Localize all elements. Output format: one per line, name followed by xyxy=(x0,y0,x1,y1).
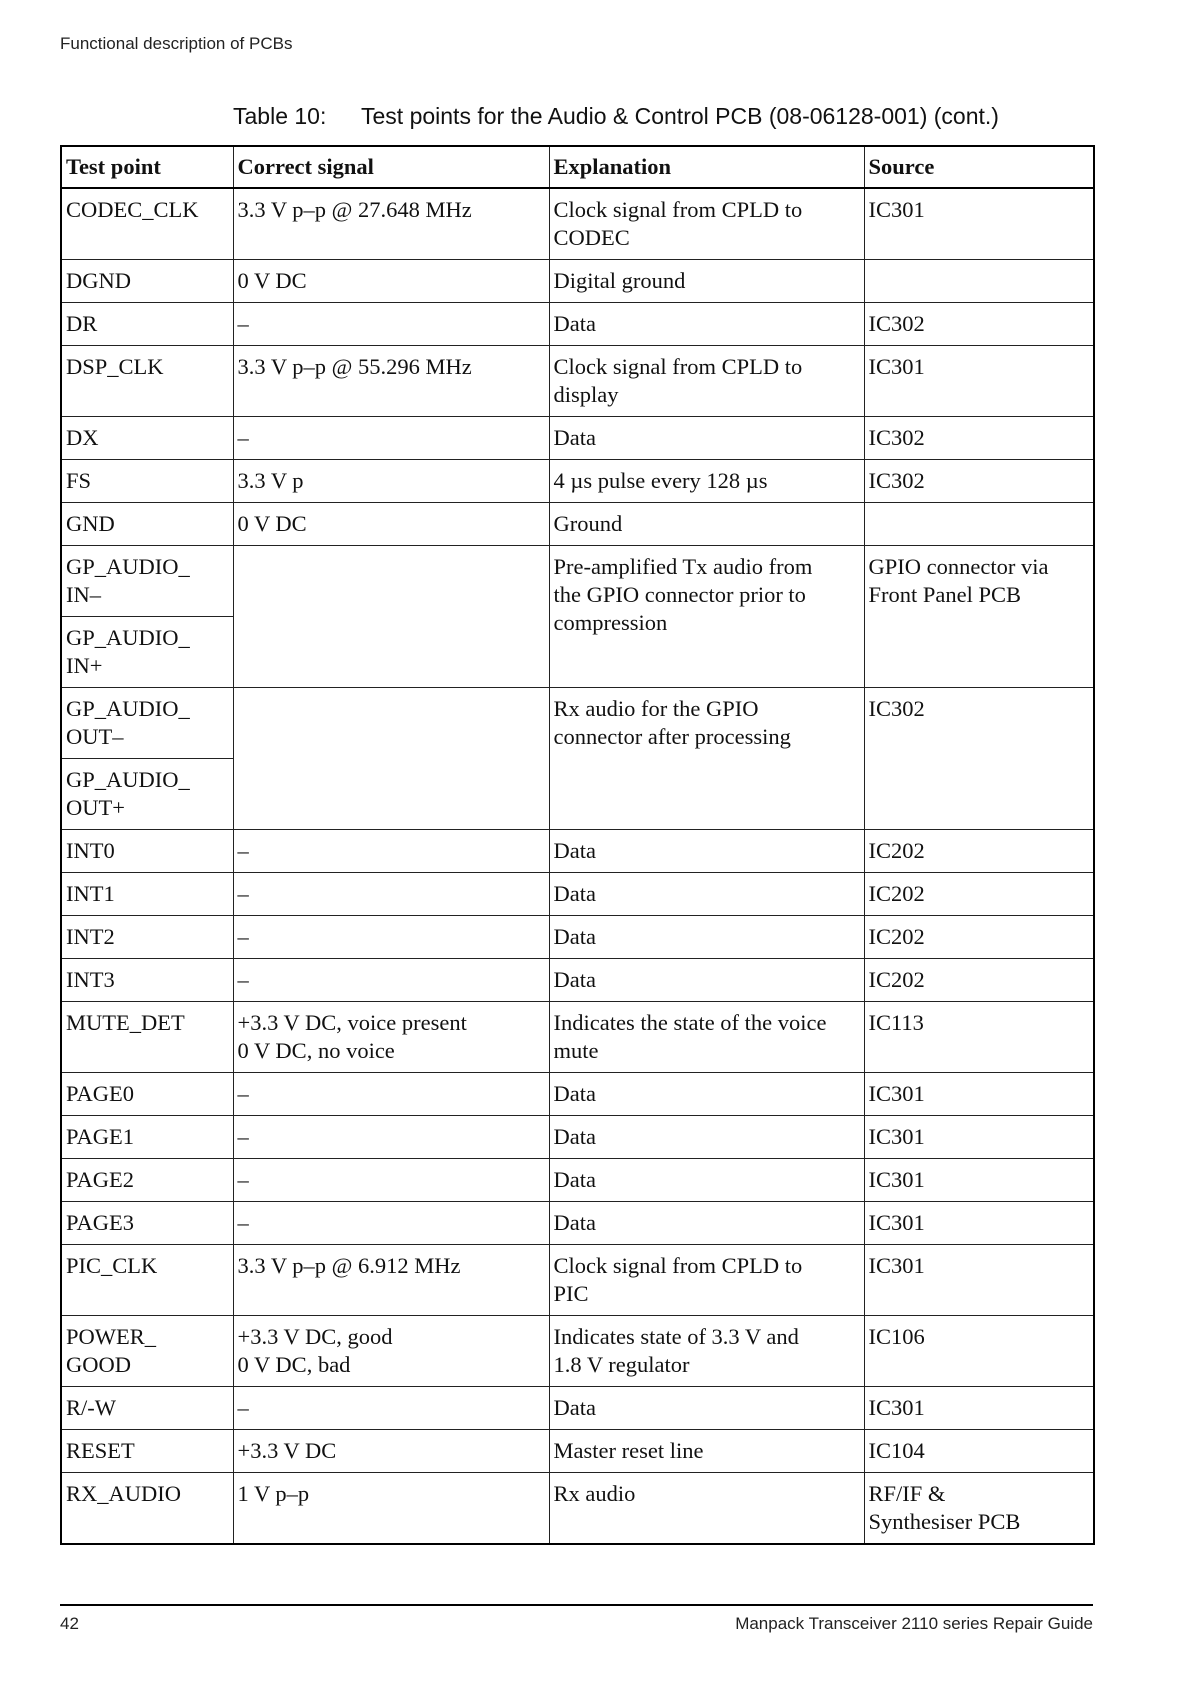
cell-test-point: R/-W xyxy=(61,1387,233,1430)
cell-signal: +3.3 V DC xyxy=(233,1430,549,1473)
cell-source: IC301 xyxy=(864,1073,1094,1116)
cell-signal: 3.3 V p–p @ 6.912 MHz xyxy=(233,1245,549,1316)
cell-signal: 3.3 V p–p @ 55.296 MHz xyxy=(233,346,549,417)
table-row xyxy=(61,303,1094,346)
table-row xyxy=(61,1316,1094,1387)
table-row xyxy=(61,1473,1094,1545)
cell-test-point: PIC_CLK xyxy=(61,1245,233,1316)
cell-source: IC202 xyxy=(864,916,1094,959)
table-body-continued xyxy=(61,830,1094,1545)
column-header-explanation: Explanation xyxy=(549,146,864,188)
guide-title: Manpack Transceiver 2110 series Repair Guide xyxy=(735,1614,1093,1633)
cell-test-point: DX xyxy=(61,417,233,460)
cell-signal: 1 V p–p xyxy=(233,1473,549,1545)
cell-source: IC202 xyxy=(864,959,1094,1002)
table-row xyxy=(61,188,1094,260)
table-row xyxy=(61,1202,1094,1245)
table-row xyxy=(61,417,1094,460)
cell-explanation: Data xyxy=(549,1387,864,1430)
cell-test-point: RX_AUDIO xyxy=(61,1473,233,1545)
cell-source: IC301 xyxy=(864,346,1094,417)
cell-signal: – xyxy=(233,1116,549,1159)
cell-source: RF/IF & Synthesiser PCB xyxy=(864,1473,1094,1545)
cell-source: IC301 xyxy=(864,1116,1094,1159)
cell-source: IC202 xyxy=(864,830,1094,873)
table-title: Test points for the Audio & Control PCB (08-06128-001) (cont.) xyxy=(361,103,999,129)
cell-test-point: INT3 xyxy=(61,959,233,1002)
cell-source: IC302 xyxy=(864,303,1094,346)
column-header-test-point: Test point xyxy=(61,146,233,188)
table-number: Table 10: xyxy=(233,103,327,129)
table-row xyxy=(61,830,1094,873)
cell-source: IC104 xyxy=(864,1430,1094,1473)
cell-explanation: Data xyxy=(549,916,864,959)
table-row xyxy=(61,1002,1094,1073)
cell-source: IC302 xyxy=(864,417,1094,460)
cell-signal: – xyxy=(233,959,549,1002)
cell-source: GPIO connector via Front Panel PCB xyxy=(864,546,1094,688)
cell-test-point: DR xyxy=(61,303,233,346)
cell-test-point: GP_AUDIO_ OUT– xyxy=(61,688,233,759)
cell-explanation: Data xyxy=(549,1116,864,1159)
cell-explanation: Data xyxy=(549,1073,864,1116)
table-row xyxy=(61,688,1094,759)
cell-explanation: Rx audio for the GPIO connector after processing xyxy=(549,688,864,830)
table-row xyxy=(61,1245,1094,1316)
cell-test-point: CODEC_CLK xyxy=(61,188,233,260)
cell-source: IC106 xyxy=(864,1316,1094,1387)
table-row xyxy=(61,503,1094,546)
cell-signal: – xyxy=(233,873,549,916)
table-row xyxy=(61,1073,1094,1116)
column-header-correct-signal: Correct signal xyxy=(233,146,549,188)
cell-signal: – xyxy=(233,1202,549,1245)
cell-source xyxy=(864,503,1094,546)
cell-test-point: INT0 xyxy=(61,830,233,873)
cell-signal: – xyxy=(233,1159,549,1202)
cell-signal: – xyxy=(233,1073,549,1116)
cell-signal: – xyxy=(233,830,549,873)
cell-explanation: Data xyxy=(549,303,864,346)
cell-signal xyxy=(233,688,549,830)
cell-signal: – xyxy=(233,916,549,959)
cell-signal: – xyxy=(233,417,549,460)
cell-explanation: Pre-amplified Tx audio from the GPIO connector prior to compression xyxy=(549,546,864,688)
cell-explanation: Clock signal from CPLD to display xyxy=(549,346,864,417)
cell-source xyxy=(864,260,1094,303)
table-row xyxy=(61,1387,1094,1430)
cell-test-point: INT1 xyxy=(61,873,233,916)
cell-source: IC302 xyxy=(864,460,1094,503)
cell-signal: 0 V DC xyxy=(233,503,549,546)
column-header-source: Source xyxy=(864,146,1094,188)
cell-signal: 0 V DC xyxy=(233,260,549,303)
cell-explanation: Data xyxy=(549,1159,864,1202)
cell-signal: +3.3 V DC, good 0 V DC, bad xyxy=(233,1316,549,1387)
cell-signal: +3.3 V DC, voice present 0 V DC, no voice xyxy=(233,1002,549,1073)
cell-explanation: Data xyxy=(549,830,864,873)
cell-explanation: 4 µs pulse every 128 µs xyxy=(549,460,864,503)
table-row xyxy=(61,1116,1094,1159)
table-row xyxy=(61,916,1094,959)
cell-explanation: Clock signal from CPLD to CODEC xyxy=(549,188,864,260)
cell-explanation: Data xyxy=(549,1202,864,1245)
page-number: 42 xyxy=(60,1614,79,1633)
cell-test-point: FS xyxy=(61,460,233,503)
table-row xyxy=(61,1159,1094,1202)
cell-test-point: PAGE2 xyxy=(61,1159,233,1202)
cell-source: IC202 xyxy=(864,873,1094,916)
table-header-row xyxy=(61,146,1094,188)
table-row xyxy=(61,1430,1094,1473)
cell-explanation: Data xyxy=(549,873,864,916)
cell-test-point: POWER_ GOOD xyxy=(61,1316,233,1387)
cell-source: IC301 xyxy=(864,1387,1094,1430)
test-points-table xyxy=(60,145,1095,1545)
cell-explanation: Indicates state of 3.3 V and 1.8 V regulator xyxy=(549,1316,864,1387)
cell-signal: – xyxy=(233,1387,549,1430)
cell-source: IC301 xyxy=(864,1159,1094,1202)
cell-explanation: Indicates the state of the voice mute xyxy=(549,1002,864,1073)
table-row xyxy=(61,959,1094,1002)
cell-test-point: RESET xyxy=(61,1430,233,1473)
cell-explanation: Master reset line xyxy=(549,1430,864,1473)
cell-signal: 3.3 V p–p @ 27.648 MHz xyxy=(233,188,549,260)
table-caption xyxy=(233,103,999,130)
table-row xyxy=(61,546,1094,617)
cell-explanation: Data xyxy=(549,959,864,1002)
cell-test-point: PAGE1 xyxy=(61,1116,233,1159)
cell-explanation: Digital ground xyxy=(549,260,864,303)
cell-source: IC301 xyxy=(864,1245,1094,1316)
cell-test-point: PAGE3 xyxy=(61,1202,233,1245)
cell-test-point: INT2 xyxy=(61,916,233,959)
cell-test-point: PAGE0 xyxy=(61,1073,233,1116)
cell-explanation: Data xyxy=(549,417,864,460)
running-header: Functional description of PCBs xyxy=(60,34,293,53)
cell-test-point: GP_AUDIO_ OUT+ xyxy=(61,759,233,830)
table-row xyxy=(61,346,1094,417)
cell-test-point: MUTE_DET xyxy=(61,1002,233,1073)
table-row xyxy=(61,873,1094,916)
cell-test-point: DSP_CLK xyxy=(61,346,233,417)
footer-rule xyxy=(60,1604,1093,1606)
cell-source: IC301 xyxy=(864,1202,1094,1245)
table-row xyxy=(61,460,1094,503)
cell-source: IC302 xyxy=(864,688,1094,830)
cell-signal: – xyxy=(233,303,549,346)
cell-explanation: Clock signal from CPLD to PIC xyxy=(549,1245,864,1316)
cell-explanation: Ground xyxy=(549,503,864,546)
cell-source: IC113 xyxy=(864,1002,1094,1073)
cell-test-point: GP_AUDIO_ IN– xyxy=(61,546,233,617)
cell-source: IC301 xyxy=(864,188,1094,260)
cell-test-point: DGND xyxy=(61,260,233,303)
cell-test-point: GND xyxy=(61,503,233,546)
cell-signal xyxy=(233,546,549,688)
table-row xyxy=(61,260,1094,303)
cell-signal: 3.3 V p xyxy=(233,460,549,503)
cell-explanation: Rx audio xyxy=(549,1473,864,1545)
cell-test-point: GP_AUDIO_ IN+ xyxy=(61,617,233,688)
